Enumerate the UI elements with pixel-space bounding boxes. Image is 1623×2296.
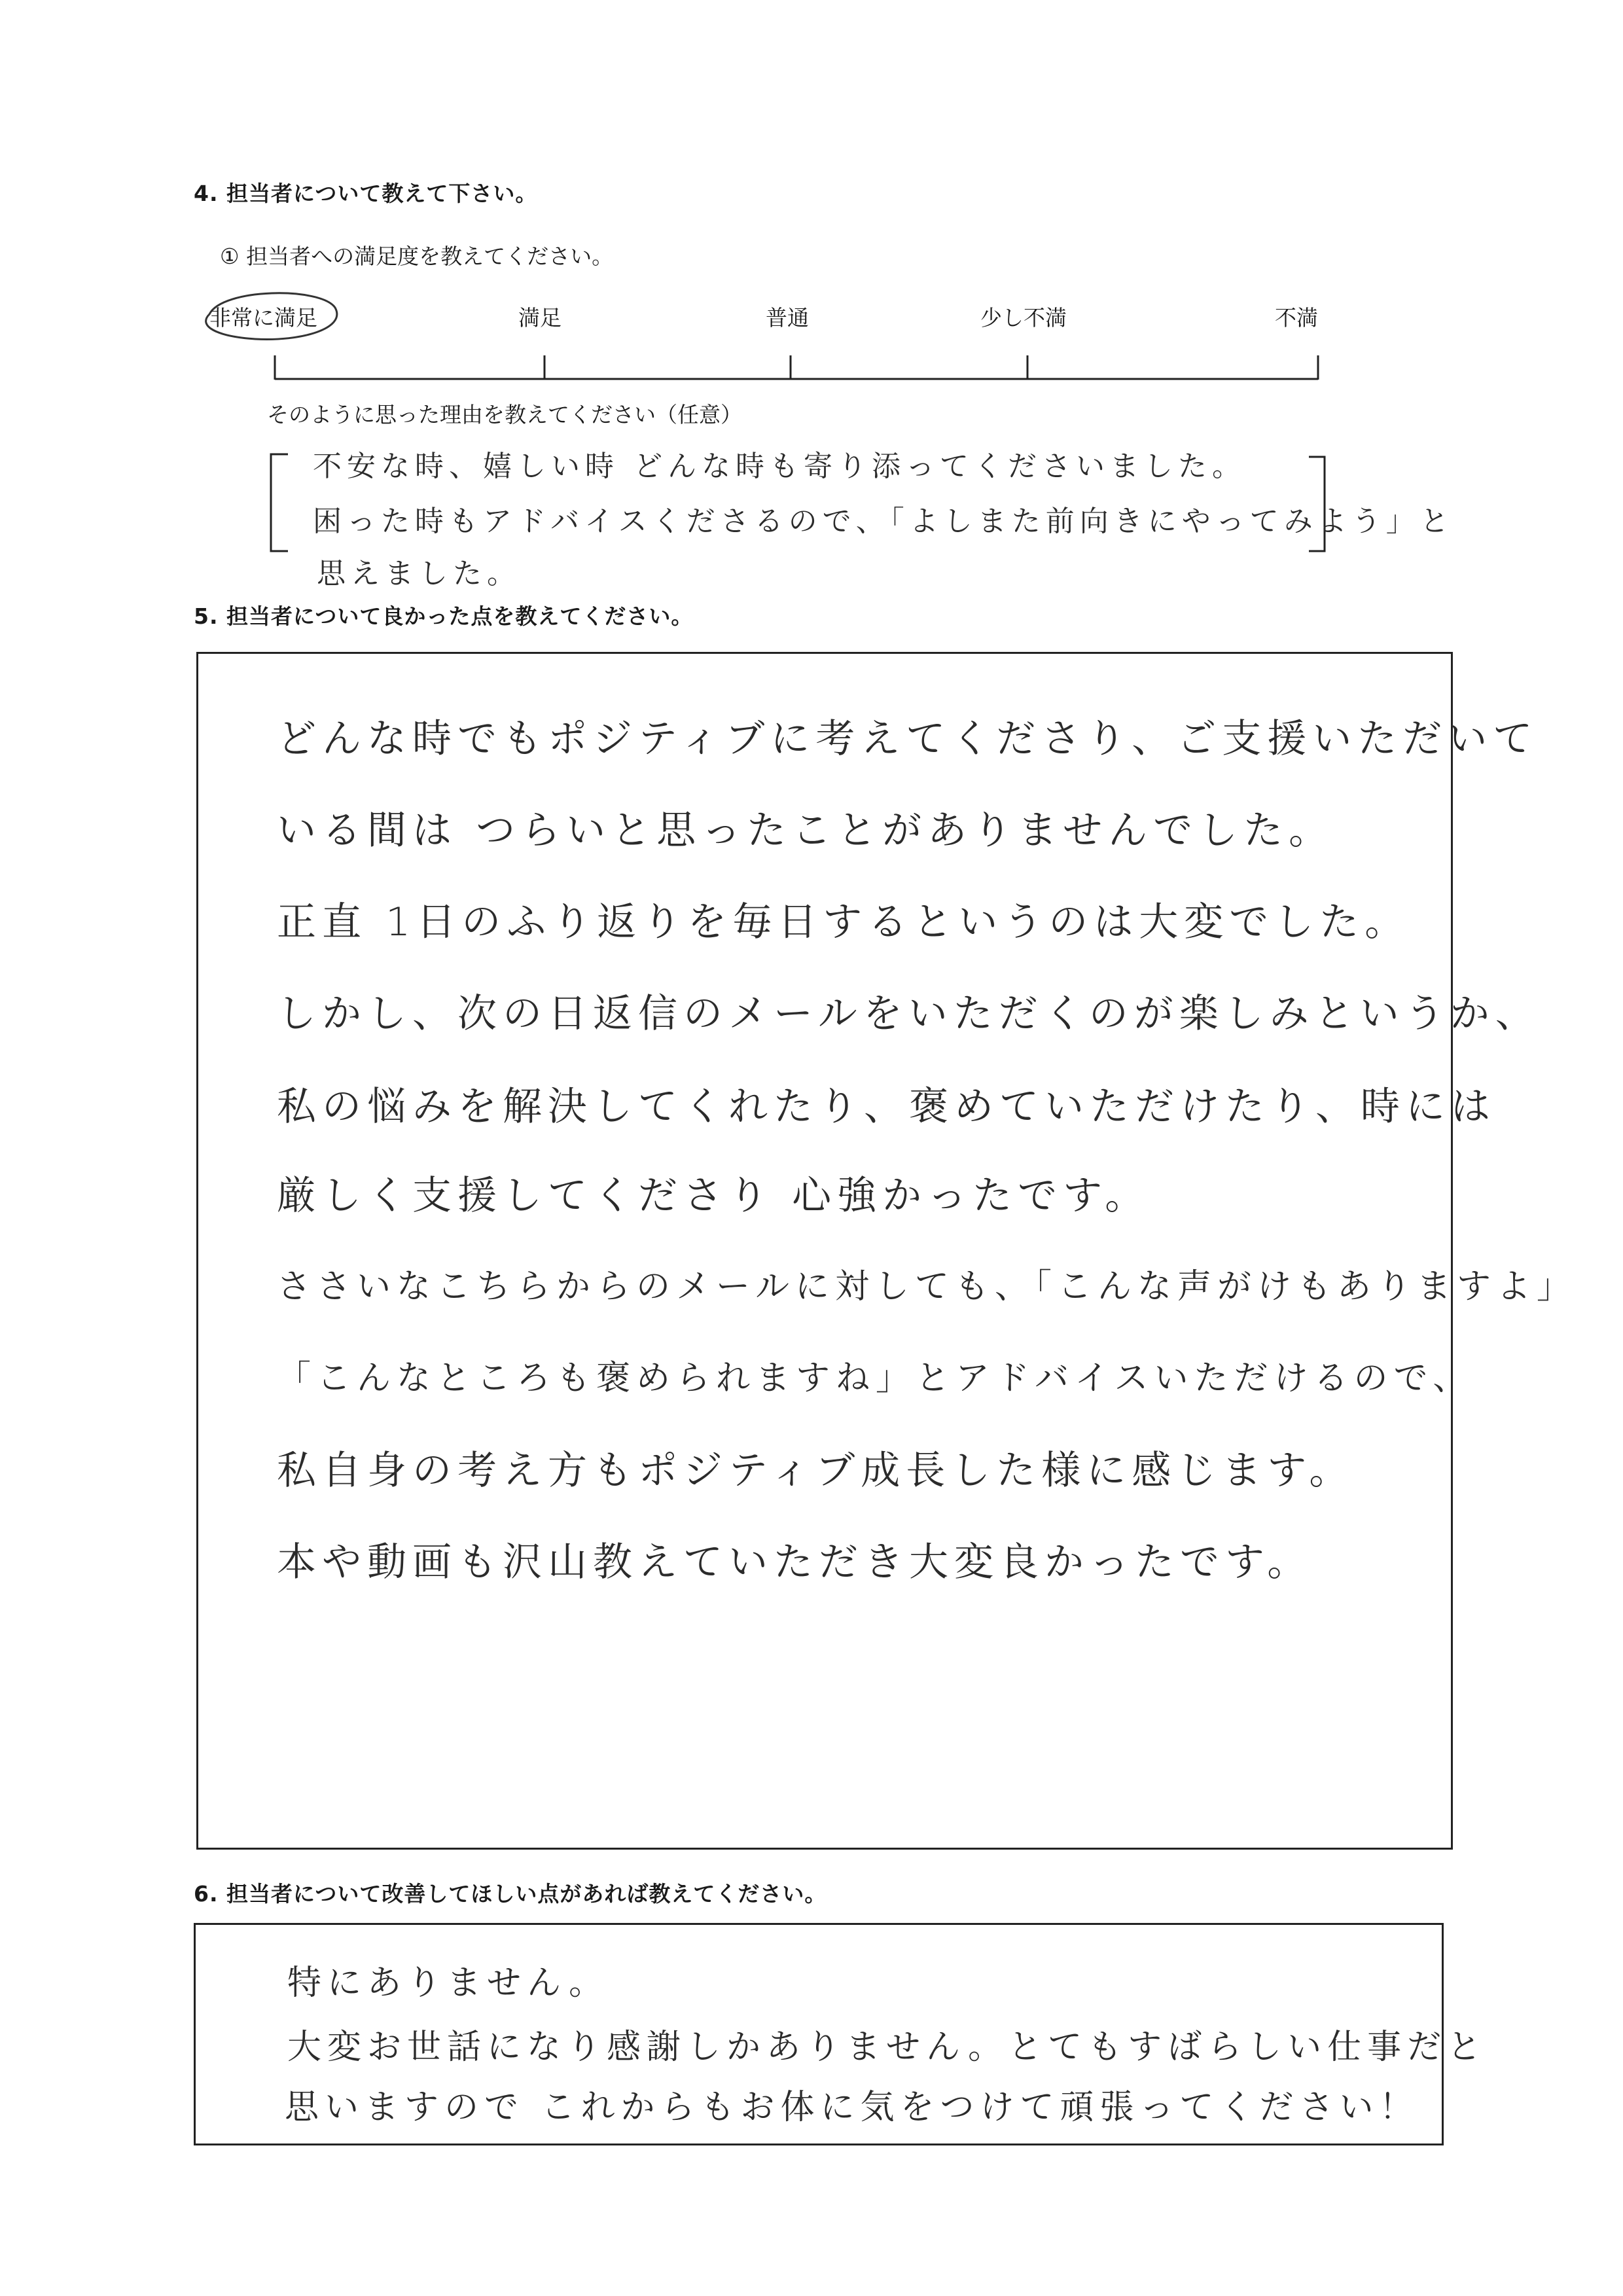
- q6-heading: 6. 担当者について改善してほしい点があれば教えてください。: [194, 1881, 827, 1907]
- scale-option-neutral[interactable]: 普通: [766, 305, 809, 331]
- q5-answer-box[interactable]: [196, 652, 1577, 1850]
- q5-line-4: しかし、次の日返信のメールをいただくのが楽しみというか、: [277, 991, 1541, 1037]
- scale-option-satisfied[interactable]: 満足: [518, 305, 562, 331]
- q5-line-2: いる間は つらいと思ったことがありませんでした。: [277, 808, 1334, 853]
- reason-line-2: 困った時もアドバイスくださるので、「よしまた前向きにやってみよう」と: [313, 505, 1454, 538]
- q5-line-1: どんな時でもポジティブに考えてくださり、ご支援いただいて: [277, 716, 1539, 762]
- reason-line-1: 不安な時、嬉しい時 どんな時も寄り添ってくださいました。: [313, 450, 1246, 483]
- q6-line-2: 大変お世話になり感謝しかありません。とてもすばらしい仕事だと: [287, 2028, 1488, 2067]
- scale-option-slightly-dissatisfied[interactable]: 少し不満: [980, 305, 1067, 331]
- q5-line-5: 私の悩みを解決してくれたり、褒めていただけたり、時には: [277, 1084, 1496, 1130]
- satisfaction-scale: [196, 288, 1335, 393]
- q5-line-6: 厳しく支援してくださり 心強かったです。: [277, 1173, 1150, 1219]
- reason-line-3: 思えました。: [317, 557, 521, 590]
- q4-heading: 4. 担当者について教えて下さい。: [194, 181, 538, 206]
- reason-label: そのように思った理由を教えてください（任意）: [267, 402, 742, 427]
- q5-line-9: 私自身の考え方もポジティブ成長した様に感じます。: [277, 1448, 1355, 1494]
- q5-line-7: ささいなこちらからのメールに対しても、「こんな声がけもありますよ」: [277, 1267, 1577, 1306]
- q5-line-8: 「こんなところも褒められますね」とアドバイスいただけるので、: [277, 1359, 1473, 1398]
- q5-line-3: 正直 1日のふり返りを毎日するというのは大変でした。: [277, 899, 1410, 945]
- q4-sub-question: ① 担当者への満足度を教えてください。: [220, 243, 614, 269]
- q6-line-1: 特にありません。: [287, 1964, 609, 2003]
- scale-option-very-satisfied[interactable]: 非常に満足: [209, 305, 317, 331]
- q6-answer-box[interactable]: [194, 1923, 1488, 2145]
- q5-line-10: 本や動画も沢山教えていただき大変良かったです。: [277, 1539, 1313, 1585]
- q5-heading: 5. 担当者について良かった点を教えてください。: [194, 603, 694, 629]
- q6-line-3: 思いますので これからもお体に気をつけて頑張ってください！: [285, 2088, 1419, 2127]
- scale-option-dissatisfied[interactable]: 不満: [1275, 305, 1318, 331]
